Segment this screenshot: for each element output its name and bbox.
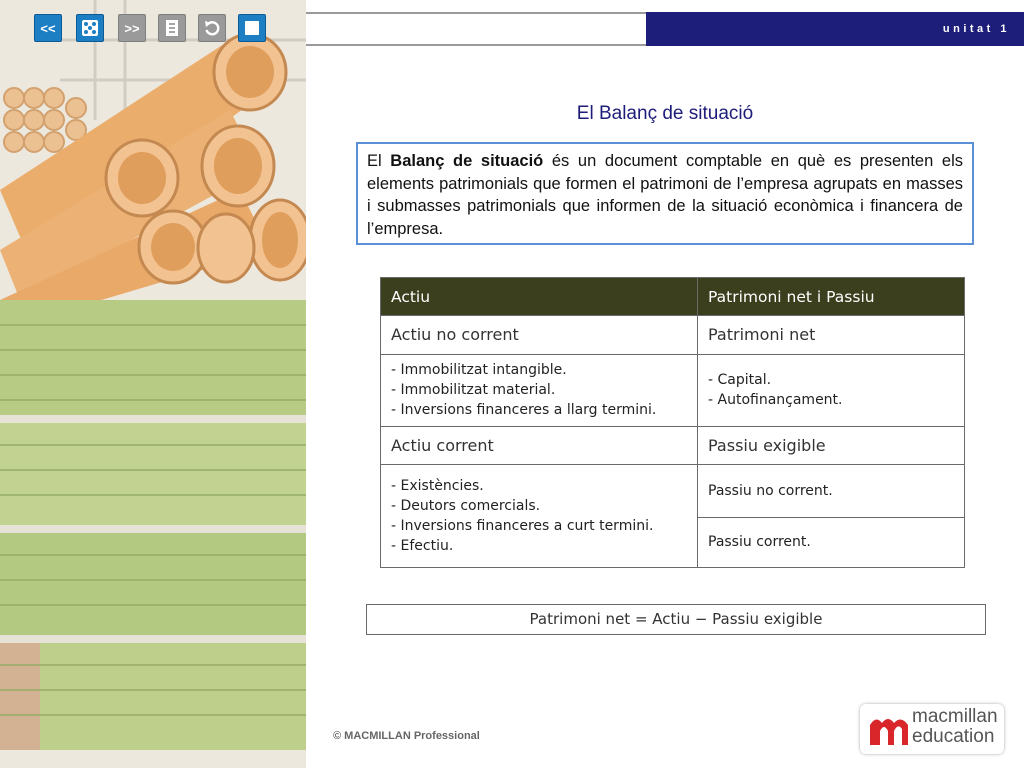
stop-square-icon xyxy=(245,21,259,35)
header-patrimoni-passiu: Patrimoni net i Passiu xyxy=(698,278,965,316)
actiu-no-corrent-items xyxy=(381,354,698,427)
stop-button[interactable] xyxy=(238,14,266,42)
definition-box xyxy=(356,142,974,245)
definition-term: Balanç de situació xyxy=(390,152,544,170)
undo-icon xyxy=(203,19,221,37)
balance-sheet-table xyxy=(380,277,965,568)
definition-text-after: és un document comptable en què es presenten els elements patrimonials que formen el patrimoni de l’empresa agrupats en masses i submasses patrimonials que informen de la situació econòmica i financera de l’empresa. xyxy=(367,152,963,238)
section-actiu-no-corrent: Actiu no corrent xyxy=(381,316,698,354)
balance-formula: Patrimoni net = Actiu − Passiu exigible xyxy=(366,604,986,635)
dice-menu-icon xyxy=(82,20,98,36)
passiu-no-corrent: Passiu no corrent. xyxy=(698,465,965,517)
patrimoni-net-items xyxy=(698,354,965,427)
copyright-text: © MACMILLAN Professional xyxy=(333,730,480,742)
document-button[interactable] xyxy=(158,14,186,42)
macmillan-m-icon xyxy=(870,713,908,745)
page-title: El Balanç de situació xyxy=(576,103,754,124)
double-chevron-left-icon: << xyxy=(40,20,56,36)
header-actiu: Actiu xyxy=(381,278,698,316)
list-item: - Autofinançament. xyxy=(708,392,843,409)
menu-button[interactable] xyxy=(76,14,104,42)
section-passiu-exigible: Passiu exigible xyxy=(698,427,965,465)
list-item: - Immobilitzat material. xyxy=(391,382,556,399)
list-item: - Efectiu. xyxy=(391,538,454,555)
definition-text-before: El xyxy=(367,152,391,170)
logo-line-1: macmillan xyxy=(912,706,998,727)
previous-button[interactable] xyxy=(34,14,62,42)
unit-header-band xyxy=(646,12,1024,46)
section-actiu-corrent: Actiu corrent xyxy=(381,427,698,465)
list-item: - Immobilitzat intangible. xyxy=(391,362,567,379)
undo-button[interactable] xyxy=(198,14,226,42)
logo-text xyxy=(912,707,998,747)
list-item: - Existències. xyxy=(391,478,484,495)
section-patrimoni-net: Patrimoni net xyxy=(698,316,965,354)
logo-line-2: education xyxy=(912,726,995,747)
building-materials-photo xyxy=(0,0,306,768)
passiu-corrent: Passiu corrent. xyxy=(698,517,965,567)
list-item: - Capital. xyxy=(708,372,772,389)
list-item: - Inversions financeres a llarg termini. xyxy=(391,402,657,419)
list-item: - Deutors comercials. xyxy=(391,498,541,515)
header-bar xyxy=(306,12,648,46)
document-icon xyxy=(165,19,179,37)
macmillan-education-logo xyxy=(860,704,1004,754)
next-button[interactable] xyxy=(118,14,146,42)
list-item: - Inversions financeres a curt termini. xyxy=(391,518,654,535)
actiu-corrent-items xyxy=(381,465,698,568)
unit-label: unitat 1 xyxy=(942,23,1010,35)
double-chevron-right-icon: >> xyxy=(124,20,140,36)
